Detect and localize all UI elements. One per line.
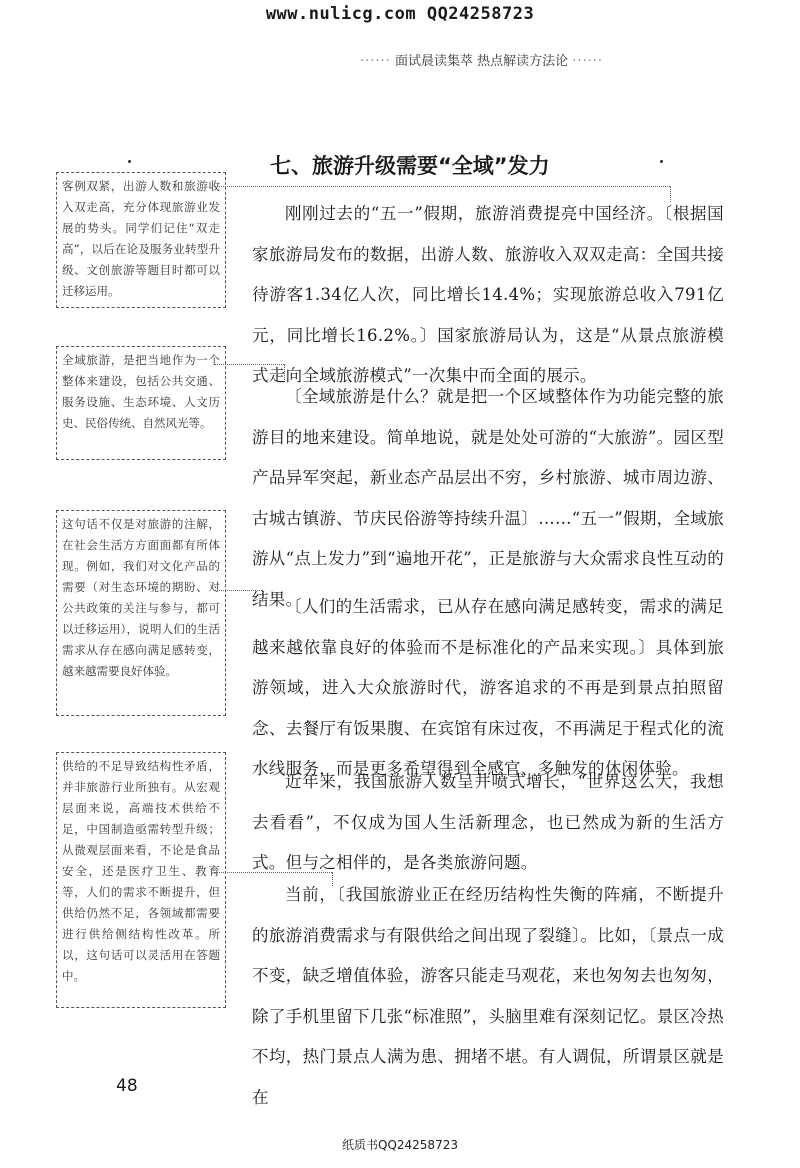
article-title: 七、旅游升级需要“全域”发力 <box>270 154 550 179</box>
body-paragraph: 〔人们的生活需求，已从存在感向满足感转变，需求的满足越来越依靠良好的体验而不是标准化的产品来实现。〕具体到旅游领域，进入大众旅游时代，游客追求的不再是到景点拍照留念、去餐厅有饭果腹、在宾馆有床过夜，不再满足于程式化的流水线服务，而是更多希望得到全感官、多触发的休闲体验。 <box>252 597 724 778</box>
watermark-bottom: 纸质书QQ24258723 <box>342 1138 458 1152</box>
margin-note: 全域旅游，是把当地作为一个整体来建设，包括公共交通、服务设施、生态环境、人文历史、民俗传统、自然风光等。 <box>56 346 226 460</box>
running-header-dots-left: ······ <box>360 54 391 69</box>
margin-note: 客例双紧，出游人数和旅游收入双走高，充分体现旅游业发展的势头。同学们记住“双走高”，以后在论及服务业转型升级、文创旅游等题目时都可以迁移运用。 <box>56 172 226 308</box>
margin-dot <box>128 160 131 163</box>
running-header-dots-right: ······ <box>572 54 604 69</box>
running-header-text: 面试晨读集萃 热点解读方法论 <box>394 54 569 69</box>
watermark-top: www.nulicg.com QQ24258723 <box>265 4 535 24</box>
note-connector <box>214 186 670 187</box>
margin-note: 供给的不足导致结构性矛盾，并非旅游行业所独有。从宏观层面来说，高端技术供给不足，中国制造亟需转型升级；从微观层面来看，不论是食品安全，还是医疗卫生、教育等，人们的需求不断提升，但供给仍然不足，各领域都需要进行供给侧结构性改革。所以，这句话可以灵活用在答题中。 <box>56 752 226 1008</box>
page-number: 48 <box>116 1076 138 1096</box>
body-paragraph: 近年来，我国旅游人数呈井喷式增长，“世界这么大，我想去看看”，不仅成为国人生活新理念，也已然成为新的生活方式。但与之相伴的，是各类旅游问题。 <box>252 772 724 872</box>
margin-dot <box>660 160 663 163</box>
body-paragraph: 〔全域旅游是什么？就是把一个区域整体作为功能完整的旅游目的地来建设。简单地说，就是处处可游的“大旅游”。园区型产品异军突起，新业态产品层出不穷，乡村旅游、城市周边游、古城古镇游、节庆民俗游等持续升温〕……“五一”假期，全域旅游从“点上发力”到“遍地开花”，正是旅游与大众需求良性互动的结果。 <box>252 387 724 609</box>
margin-note: 这句话不仅是对旅游的注解，在社会生活方方面面都有所体现。例如，我们对文化产品的需要（对生态环境的期盼、对公共政策的关注与参与，都可以迁移运用），说明人们的生活需求从存在感向满足感转变，越来越需要良好体验。 <box>56 510 226 716</box>
body-paragraph: 当前，〔我国旅游业正在经历结构性失衡的阵痛，不断提升的旅游消费需求与有限供给之间出现了裂缝〕。比如，〔景点一成不变，缺乏增值体验，游客只能走马观花，来也匆匆去也匆匆，除了手机里留下几张“标准照”，头脑里难有深刻记忆。景区冷热不均，热门景点人满为患、拥堵不堪。有人调侃，所谓景区就是在 <box>252 885 724 1107</box>
running-header <box>360 50 603 69</box>
body-paragraph: 刚刚过去的“五一”假期，旅游消费提亮中国经济。〔根据国家旅游局发布的数据，出游人数、旅游收入双双走高：全国共接待游客1.34亿人次，同比增长14.4%；实现旅游总收入791亿元，同比增长16.2%。〕国家旅游局认为，这是“从景点旅游模式走向全域旅游模式”一次集中而全面的展示。 <box>252 204 724 385</box>
